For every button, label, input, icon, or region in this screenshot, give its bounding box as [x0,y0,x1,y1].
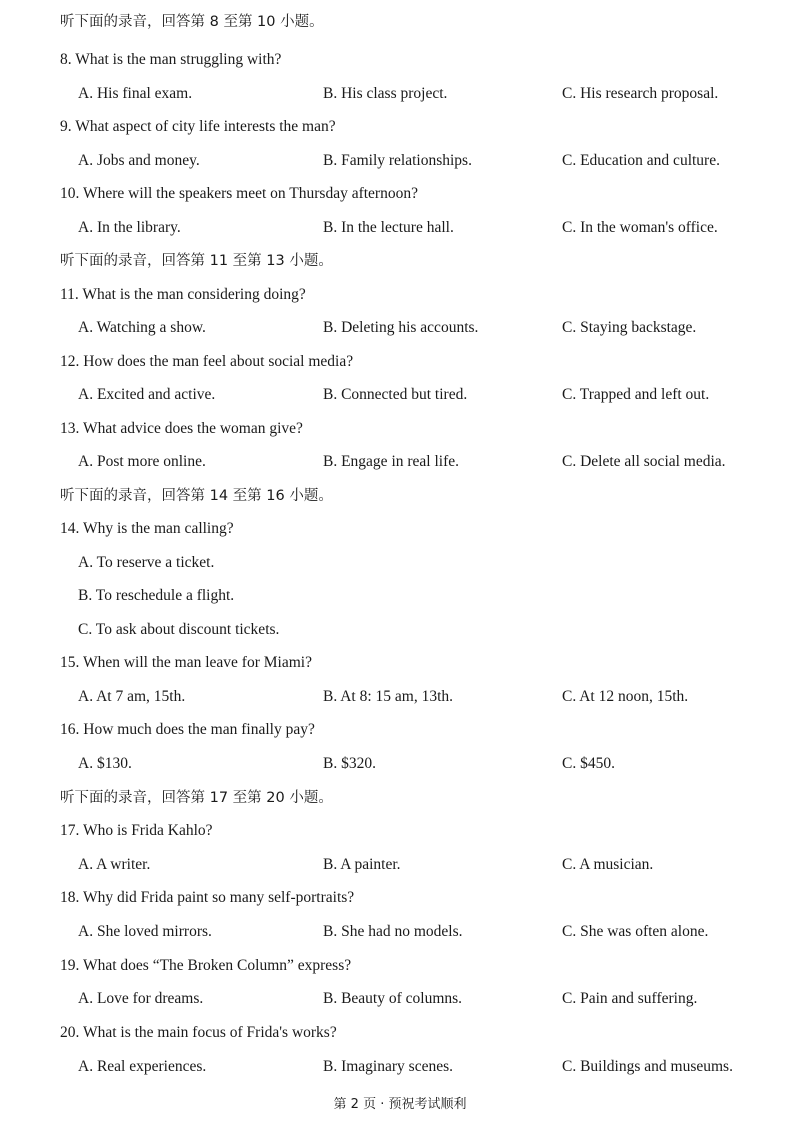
section-heading: 听下面的录音，回答第 14 至第 16 小题。 [60,488,333,504]
question-16: 16. How much does the man finally pay? [60,721,315,738]
option-c: C. Buildings and museums. [562,1058,733,1075]
options-row-15 [0,685,800,709]
section-heading: 听下面的录音，回答第 11 至第 13 小题。 [60,253,333,269]
option-a: A. Post more online. [78,453,206,470]
option-c: C. She was often alone. [562,923,709,940]
question-10: 10. Where will the speakers meet on Thursday afternoon? [60,185,418,202]
option-b: B. Engage in real life. [323,453,460,470]
options-row-16 [0,752,800,776]
options-row-17 [0,853,800,877]
option-a: A. Watching a show. [78,319,206,336]
option-c: C. In the woman's office. [562,219,718,236]
option-c: C. Education and culture. [562,152,720,169]
question-17: 17. Who is Frida Kahlo? [60,822,213,839]
option-b: B. Beauty of columns. [323,990,463,1007]
option-a: A. At 7 am, 15th. [78,688,186,705]
question-8: 8. What is the man struggling with? [60,51,282,68]
question-11: 11. What is the man considering doing? [60,286,306,303]
question-14: 14. Why is the man calling? [60,520,234,537]
option-a: A. Real experiences. [78,1058,207,1075]
option-a: A. His final exam. [78,85,193,102]
question-19: 19. What does “The Broken Column” express? [60,957,352,974]
option-b: B. Deleting his accounts. [323,319,479,336]
option-a: A. To reserve a ticket. [78,554,215,571]
option-c: C. At 12 noon, 15th. [562,688,689,705]
option-b: B. Connected but tired. [323,386,468,403]
option-a: A. A writer. [78,856,151,873]
option-row-14c [0,618,800,642]
option-b: B. A painter. [323,856,401,873]
option-b: B. His class project. [323,85,448,102]
option-b: B. In the lecture hall. [323,219,454,236]
option-a: A. She loved mirrors. [78,923,212,940]
option-c: C. Trapped and left out. [562,386,710,403]
options-row-20 [0,1055,800,1079]
option-row-14a [0,551,800,575]
option-c: C. Staying backstage. [562,319,697,336]
option-c: C. Pain and suffering. [562,990,698,1007]
section-heading: 听下面的录音，回答第 17 至第 20 小题。 [60,790,333,806]
option-a: A. Love for dreams. [78,990,204,1007]
options-row-8 [0,82,800,106]
option-row-14b [0,584,800,608]
option-c: C. His research proposal. [562,85,719,102]
option-b: B. At 8: 15 am, 13th. [323,688,454,705]
question-13: 13. What advice does the woman give? [60,420,303,437]
option-c: C. A musician. [562,856,654,873]
options-row-12 [0,383,800,407]
options-row-9 [0,149,800,173]
option-b: B. Imaginary scenes. [323,1058,453,1075]
option-c: C. $450. [562,755,615,772]
question-15: 15. When will the man leave for Miami? [60,654,312,671]
option-b: B. She had no models. [323,923,463,940]
option-a: A. In the library. [78,219,181,236]
question-9: 9. What aspect of city life interests the man? [60,118,336,135]
option-a: A. $130. [78,755,132,772]
options-row-11 [0,316,800,340]
option-b: B. $320. [323,755,376,772]
option-c: C. To ask about discount tickets. [78,621,280,638]
options-row-13 [0,450,800,474]
option-a: A. Excited and active. [78,386,216,403]
option-a: A. Jobs and money. [78,152,200,169]
options-row-10 [0,216,800,240]
section-heading: 听下面的录音，回答第 8 至第 10 小题。 [60,14,324,30]
question-18: 18. Why did Frida paint so many self-portraits? [60,889,355,906]
option-c: C. Delete all social media. [562,453,726,470]
page-footer: 第 2 页 · 预祝考试顺利 [333,1097,467,1112]
option-b: B. To reschedule a flight. [78,587,235,604]
question-12: 12. How does the man feel about social media? [60,353,354,370]
options-row-18 [0,920,800,944]
option-b: B. Family relationships. [323,152,472,169]
question-20: 20. What is the main focus of Frida's works? [60,1024,337,1041]
options-row-19 [0,987,800,1011]
